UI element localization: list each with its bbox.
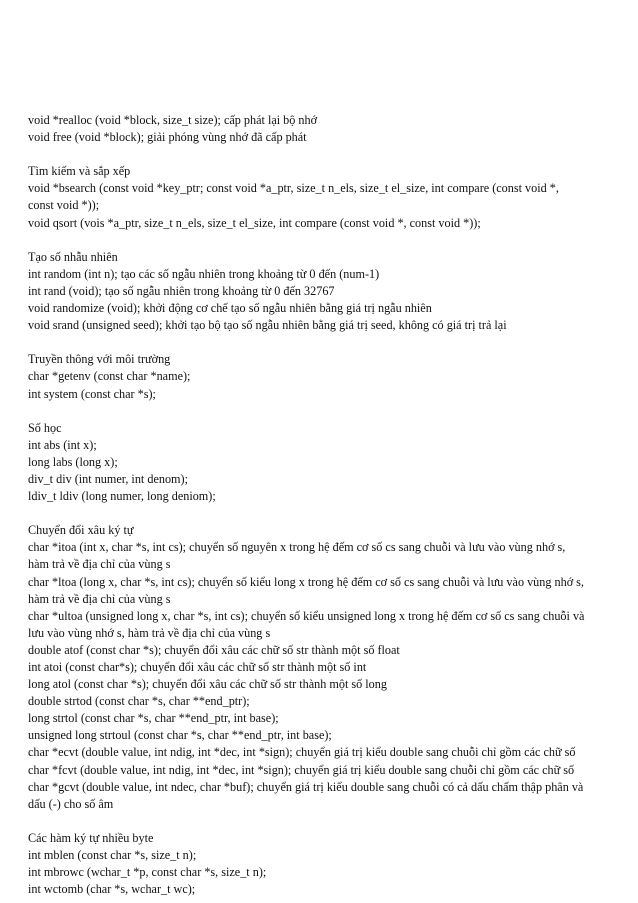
text-line: void randomize (void); khởi động cơ chế tạo số ngẫu nhiên bằng giá trị ngẫu nhiên [28, 301, 432, 316]
text-line: char *getenv (const char *name); [28, 369, 191, 384]
section-heading: Chuyển đổi xâu ký tự [28, 523, 134, 538]
text-line: void free (void *block); giải phóng vùng nhớ đã cấp phát [28, 130, 307, 145]
text-line: long strtol (const char *s, char **end_ptr, int base); [28, 711, 279, 726]
text-line: int mbrowc (wchar_t *p, const char *s, size_t n); [28, 865, 267, 880]
text-line: double strtod (const char *s, char **end_ptr); [28, 694, 250, 709]
section-heading: Tạo số nhẫu nhiên [28, 249, 118, 264]
section-string-conversion [28, 522, 628, 813]
text-line: const void *)); [28, 198, 100, 213]
text-line: long labs (long x); [28, 454, 118, 469]
text-line: void *bsearch (const void *key_ptr; const void *a_ptr, size_t n_els, size_t el_size, int compare (const void *, [28, 181, 559, 196]
section-heading: Truyền thông với môi trường [28, 352, 171, 367]
text-line: int random (int n); tạo các số ngẫu nhiên trong khoảng từ 0 đến (num-1) [28, 266, 380, 281]
section-random [28, 249, 628, 334]
section-environment [28, 351, 628, 402]
section-arithmetic [28, 420, 628, 505]
text-line: int mblen (const char *s, size_t n); [28, 848, 197, 863]
text-line: char *ultoa (unsigned long x, char *s, int cs); chuyển số kiểu unsigned long x trong hệ đếm cơ số cs sang chuỗi và [28, 608, 585, 623]
text-line: unsigned long strtoul (const char *s, char **end_ptr, int base); [28, 728, 332, 743]
text-line: void srand (unsigned seed); khởi tạo bộ tạo số ngẫu nhiên bằng giá trị seed, không có giá trị trả lại [28, 318, 507, 333]
text-line: char *fcvt (double value, int ndig, int *dec, int *sign); chuyển giá trị kiểu double sang chuỗi chỉ gồm các chữ số [28, 762, 575, 777]
text-line: void *realloc (void *block, size_t size); cấp phát lại bộ nhớ [28, 113, 318, 127]
section-search-sort [28, 163, 628, 231]
text-line: double atof (const char *s); chuyển đổi xâu các chữ số str thành một số float [28, 642, 400, 657]
section-multibyte [28, 830, 628, 898]
section-heading: Số học [28, 420, 62, 435]
text-line: hàm trả về địa chỉ của vùng s [28, 557, 171, 572]
text-line: hàm trả về địa chỉ của vùng s [28, 591, 171, 606]
section-heading: Các hàm ký tự nhiều byte [28, 830, 154, 845]
text-line: long atol (const char *s); chuyển đổi xâu các chữ số str thành một số long [28, 677, 387, 692]
text-line: char *ltoa (long x, char *s, int cs); chuyển số kiểu long x trong hệ đếm cơ số cs sang chuỗi và lưu vào vùng nhớ s, [28, 574, 584, 589]
text-line: int system (const char *s); [28, 386, 156, 401]
text-line: dấu (-) cho số âm [28, 796, 114, 811]
text-line: div_t div (int numer, int denom); [28, 471, 188, 486]
text-line: char *itoa (int x, char *s, int cs); chuyển số nguyên x trong hệ đếm cơ số cs sang chuỗi và lưu vào vùng nhớ s, [28, 540, 566, 555]
text-line: int wctomb (char *s, wchar_t wc); [28, 882, 196, 897]
text-line: int atoi (const char*s); chuyển đổi xâu các chữ số str thành một số int [28, 660, 367, 674]
text-line: ldiv_t ldiv (long numer, long deniom); [28, 489, 216, 504]
text-line: int rand (void); tạo số ngẫu nhiên trong khoảng từ 0 đến 32767 [28, 283, 335, 298]
section-heading: Tìm kiếm và sắp xếp [28, 164, 131, 179]
text-line: void qsort (vois *a_ptr, size_t n_els, size_t el_size, int compare (const void *, const void *)); [28, 215, 481, 230]
section-memory [28, 112, 628, 146]
text-line: int abs (int x); [28, 437, 97, 452]
document-page [28, 112, 628, 898]
text-line: char *ecvt (double value, int ndig, int *dec, int *sign); chuyển giá trị kiểu double sang chuỗi chỉ gồm các chữ số [28, 745, 576, 760]
text-line: lưu vào vùng nhớ s, hàm trả về địa chỉ của vùng s [28, 625, 271, 640]
text-line: char *gcvt (double value, int ndec, char *buf); chuyển giá trị kiểu double sang chuỗi có cả dấu chấm thập phân và [28, 779, 584, 794]
